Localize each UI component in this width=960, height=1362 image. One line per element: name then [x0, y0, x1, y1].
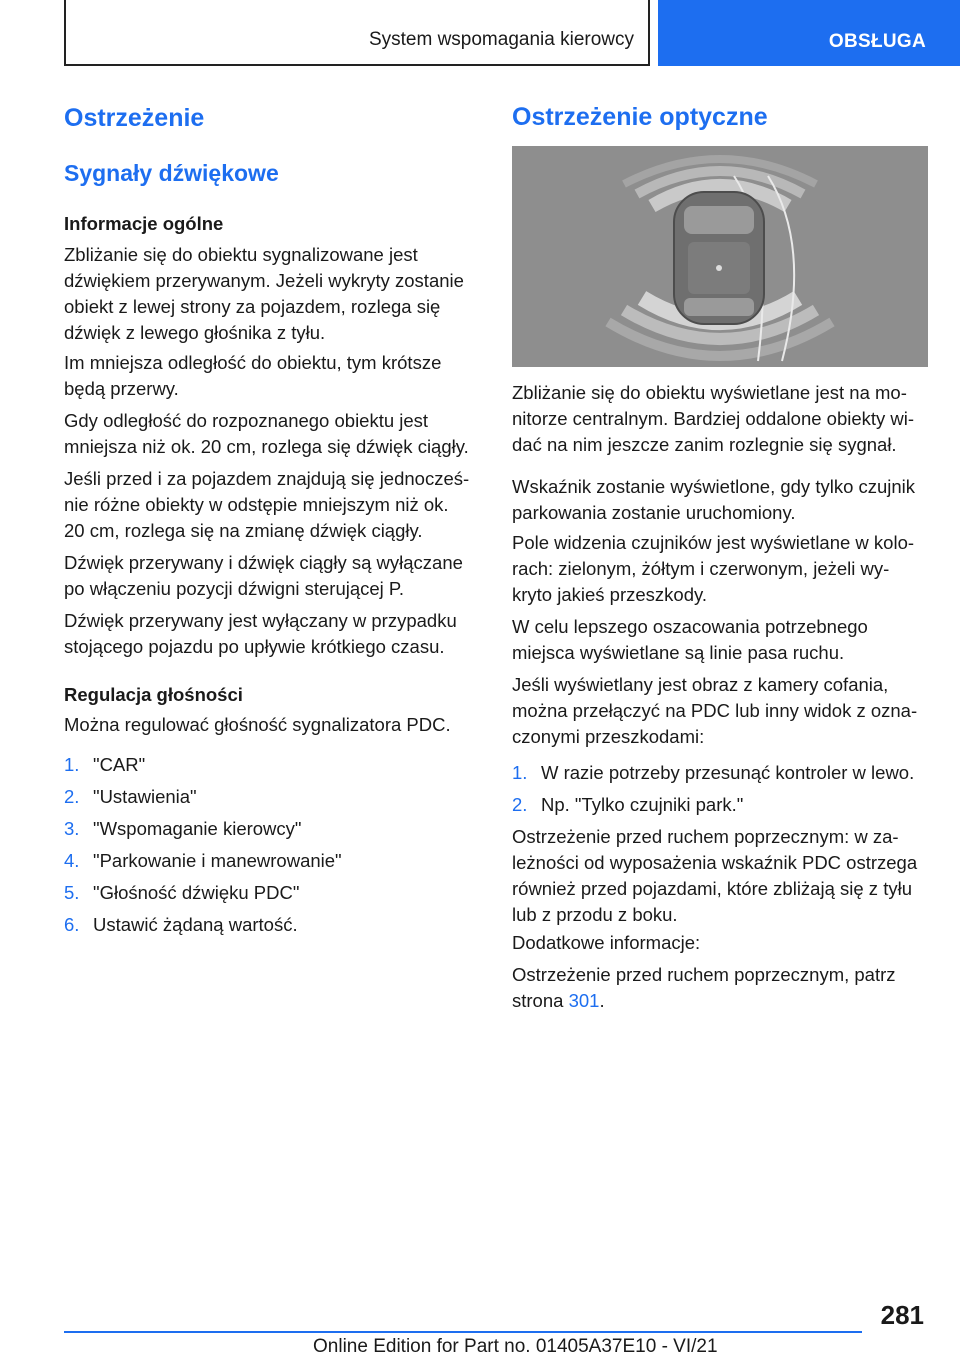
paragraph-front-rear	[64, 466, 469, 544]
text-line: po włączeniu pozycji dźwigni sterującej P.	[64, 578, 405, 599]
text-line: lub z przodu z boku.	[512, 904, 678, 925]
text-line	[512, 988, 896, 1014]
list-text: "Głośność dźwięku PDC"	[93, 882, 300, 903]
volume-heading: Regulacja głośności	[64, 684, 243, 705]
page-reference-link[interactable]: 301	[568, 990, 600, 1011]
paragraph-additional-info: Dodatkowe informacje:	[512, 932, 701, 953]
text-line: Pole widzenia czujników jest wyświetlane w kolo‐	[512, 532, 915, 553]
text-line: mniejsza niż ok. 20 cm, rozlega się dźwięk ciągły.	[64, 436, 469, 457]
text-line: nitorze centralnym. Bardziej oddalone obiekty wi‐	[512, 408, 915, 429]
list-text: Ustawić żądaną wartość.	[93, 914, 298, 935]
text-line: Dźwięk przerywany jest wyłączany w przypadku	[64, 610, 457, 631]
list-text: Np. "Tylko czujniki park."	[541, 794, 744, 815]
list-number: 2.	[512, 794, 528, 815]
text-line: nie różne obiekty w odstępie mniejszym niż ok.	[64, 494, 449, 515]
paragraph-standstill	[64, 608, 457, 660]
text-line: Gdy odległość do rozpoznanego obiektu jest	[64, 410, 429, 431]
section-title: Ostrzeżenie	[64, 104, 205, 132]
text-line: czonymi przeszkodami:	[512, 726, 705, 747]
header-section-title: System wspomagania kierowcy	[368, 29, 634, 50]
list-number: 6.	[64, 914, 80, 935]
paragraph-intermittent	[64, 242, 464, 346]
text-line: Jeśli przed i za pojazdem znajdują się jednocześ‐	[64, 468, 470, 489]
list-number: 5.	[64, 882, 80, 903]
list-number: 1.	[512, 762, 528, 783]
list-text: "CAR"	[93, 754, 146, 775]
text-line: W celu lepszego oszacowania potrzebnego	[512, 616, 868, 637]
text-line: Jeśli wyświetlany jest obraz z kamery cofania,	[512, 674, 889, 695]
list-text: "Ustawienia"	[93, 786, 197, 807]
text-line: będą przerwy.	[64, 378, 179, 399]
list-text: W razie potrzeby przesunąć kontroler w lewo.	[541, 762, 915, 783]
paragraph-camera	[512, 672, 917, 750]
text-line: miejsca wyświetlane są linie pasa ruchu.	[512, 642, 845, 663]
list-text: "Parkowanie i manewrowanie"	[93, 850, 342, 871]
paragraph-continuous	[64, 408, 469, 460]
text-line: Wskaźnik zostanie wyświetlone, gdy tylko czujnik	[512, 476, 916, 497]
footer-divider	[64, 1331, 862, 1333]
text-line: Zbliżanie się do obiektu sygnalizowane jest	[64, 244, 418, 265]
list-number: 4.	[64, 850, 80, 871]
paragraph-lane-lines	[512, 614, 868, 666]
volume-intro: Można regulować głośność sygnalizatora PDC.	[64, 714, 451, 735]
text-line: dać na nim jeszcze zanim rozlegnie się sygnał.	[512, 434, 897, 455]
text-line: dźwięk z lewego głośnika z tyłu.	[64, 322, 326, 343]
header-section-box	[64, 0, 650, 66]
text-line: Dźwięk przerywany i dźwięk ciągły są wyłączane	[64, 552, 463, 573]
list-number: 2.	[64, 786, 80, 807]
text-line: kryto jakieś przeszkody.	[512, 584, 707, 605]
paragraph-park-position	[64, 550, 463, 602]
header-chapter-label: OBSŁUGA	[828, 31, 926, 52]
text-line: rach: zielonym, żółtym i czerwonym, jeżeli wy‐	[512, 558, 890, 579]
footer-edition: Online Edition for Part no. 01405A37E10 - VI/21	[313, 1336, 718, 1357]
general-info-heading: Informacje ogólne	[64, 213, 224, 234]
paragraph-distance	[64, 350, 441, 402]
subsection-title: Sygnały dźwiękowe	[64, 160, 279, 186]
text-line: dźwiękiem przerywanym. Jeżeli wykryty zostanie	[64, 270, 464, 291]
header-chapter-tab	[658, 0, 960, 66]
text-line: parkowania zostanie uruchomiony.	[512, 502, 796, 523]
list-number: 1.	[64, 754, 80, 775]
optical-warning-title: Ostrzeżenie optyczne	[512, 103, 768, 131]
text-line: Ostrzeżenie przed ruchem poprzecznym: w za‐	[512, 826, 899, 847]
paragraph-colors	[512, 530, 914, 608]
text-line: 20 cm, rozlega się na zmianę dźwięk ciągły.	[64, 520, 423, 541]
text-line: również przed pojazdami, które zbliżają się z tyłu	[512, 878, 912, 899]
reference-prefix: strona	[512, 990, 569, 1011]
text-line: Im mniejsza odległość do obiektu, tym krótsze	[64, 352, 442, 373]
paragraph-monitor	[512, 380, 914, 458]
text-line: Zbliżanie się do obiektu wyświetlane jest na mo‐	[512, 382, 907, 403]
text-line: stojącego pojazdu po upływie krótkiego czasu.	[64, 636, 445, 657]
paragraph-cross-traffic	[512, 824, 917, 928]
paragraph-reference	[512, 962, 896, 1014]
list-number: 3.	[64, 818, 80, 839]
list-text: "Wspomaganie kierowcy"	[93, 818, 302, 839]
text-line: Ostrzeżenie przed ruchem poprzecznym, patrz	[512, 964, 896, 985]
reference-suffix: .	[599, 990, 605, 1011]
text-line: obiekt z lewej strony za pojazdem, rozlega się	[64, 296, 441, 317]
text-line: można przełączyć na PDC lub inny widok z ozna‐	[512, 700, 918, 721]
paragraph-indicator	[512, 474, 915, 526]
text-line: leżności od wyposażenia wskaźnik PDC ostrzega	[512, 852, 918, 873]
pdc-display-figure	[512, 146, 928, 367]
page-number: 281	[880, 1300, 924, 1330]
pdc-car-illustration	[512, 146, 928, 367]
